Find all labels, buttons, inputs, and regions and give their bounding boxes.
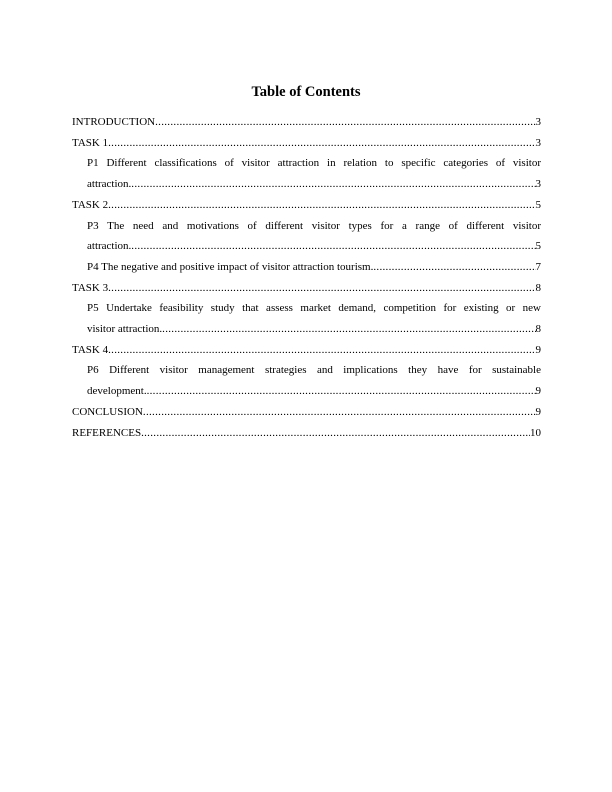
toc-entry-label: TASK 2 bbox=[72, 198, 109, 211]
toc-entry-task-2[interactable] bbox=[72, 195, 541, 216]
dot-leader bbox=[131, 174, 535, 195]
toc-entry-label: attraction. bbox=[87, 240, 132, 253]
toc-entry-p6[interactable] bbox=[72, 360, 541, 401]
toc-page-number: 5 bbox=[535, 198, 541, 211]
toc-entry-label: INTRODUCTION bbox=[72, 116, 156, 128]
toc-page-number: 8 bbox=[535, 281, 541, 294]
dot-leader bbox=[108, 278, 535, 299]
toc-page-number: 10 bbox=[530, 426, 541, 439]
toc-entry-text: P3 The need and motivations of different visitor types for a range of different visitor bbox=[87, 219, 541, 232]
toc-entry-text: P1 Different classifications of visitor attraction in relation to specific categories of visitor bbox=[87, 157, 541, 170]
toc-entry-text: P6 Different visitor management strategies and implications they have for sustainable bbox=[87, 364, 541, 377]
dot-leader bbox=[131, 236, 535, 257]
dot-leader bbox=[143, 402, 536, 423]
toc-page-number: 9 bbox=[535, 385, 541, 398]
toc-entry-label: REFERENCES bbox=[72, 426, 142, 439]
toc-page-number: 7 bbox=[535, 260, 541, 273]
toc-page-number: 9 bbox=[535, 405, 541, 418]
dot-leader bbox=[155, 112, 535, 133]
dot-leader bbox=[373, 257, 535, 278]
toc-entry-label: visitor attraction. bbox=[87, 323, 163, 336]
toc-page-number: 5 bbox=[535, 240, 541, 253]
toc-entry-introduction[interactable] bbox=[72, 112, 541, 133]
toc-entry-task-3[interactable] bbox=[72, 278, 541, 299]
toc-entry-p3[interactable] bbox=[72, 216, 541, 257]
toc-entry-label: TASK 1 bbox=[72, 136, 109, 149]
table-of-contents bbox=[72, 112, 541, 443]
toc-entry-label: TASK 4 bbox=[72, 343, 109, 356]
toc-entry-label: CONCLUSION bbox=[72, 405, 143, 418]
dot-leader bbox=[162, 319, 535, 340]
dot-leader bbox=[108, 195, 535, 216]
toc-page-number: 9 bbox=[535, 343, 541, 356]
dot-leader bbox=[147, 381, 536, 402]
dot-leader bbox=[141, 423, 530, 444]
toc-page-number: 8 bbox=[535, 323, 541, 336]
toc-entry-task-4[interactable] bbox=[72, 340, 541, 361]
dot-leader bbox=[108, 340, 535, 361]
toc-entry-task-1[interactable] bbox=[72, 133, 541, 154]
toc-entry-label: P4 The negative and positive impact of visitor attraction tourism. bbox=[87, 260, 374, 273]
toc-page-number: 3 bbox=[535, 136, 541, 149]
toc-entry-label: development. bbox=[87, 385, 147, 398]
toc-entry-p4[interactable] bbox=[72, 257, 541, 278]
toc-page-number: 3 bbox=[535, 178, 541, 191]
toc-entry-conclusion[interactable] bbox=[72, 402, 541, 423]
dot-leader bbox=[108, 133, 535, 154]
toc-entry-label: attraction. bbox=[87, 178, 132, 191]
toc-entry-p1[interactable] bbox=[72, 153, 541, 194]
toc-entry-text: P5 Undertake feasibility study that assess market demand, competition for existing or new bbox=[87, 302, 541, 315]
toc-entry-label: TASK 3 bbox=[72, 281, 109, 294]
toc-entry-p5[interactable] bbox=[72, 298, 541, 339]
toc-title: Table of Contents bbox=[251, 84, 361, 100]
toc-entry-references[interactable] bbox=[72, 423, 541, 444]
toc-page-number: 3 bbox=[535, 116, 541, 128]
